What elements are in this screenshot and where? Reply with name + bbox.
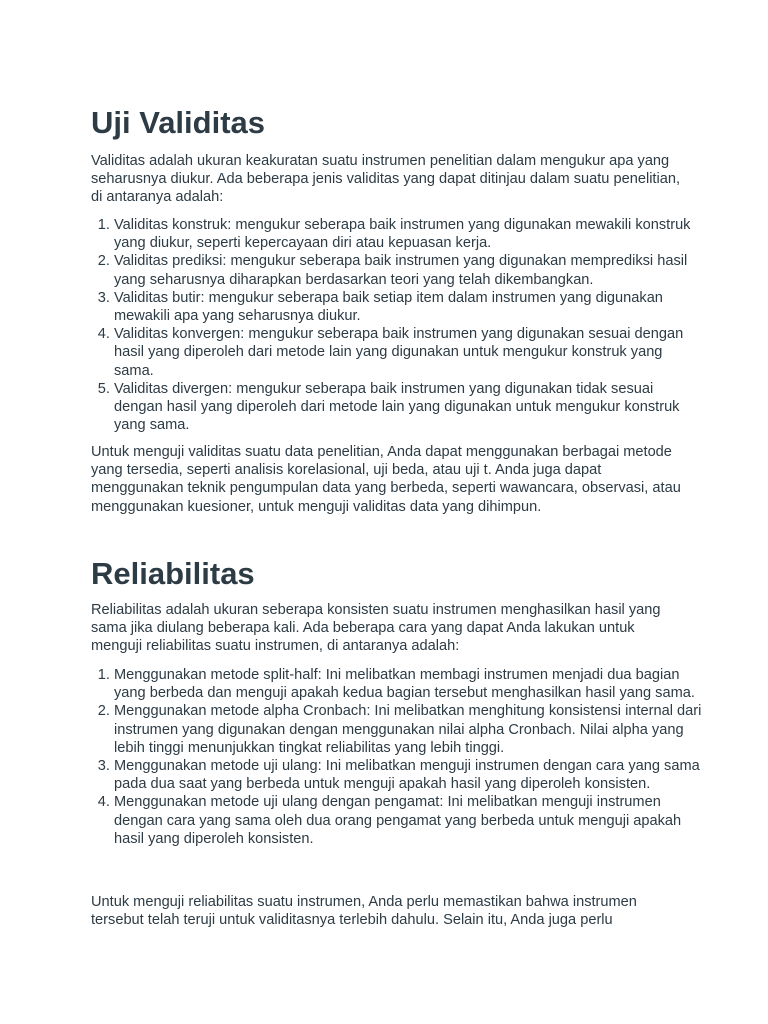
validitas-intro-paragraph: Validitas adalah ukuran keakuratan suatu instrumen penelitian dalam mengukur apa yang seharusnya diukur. Ada beberapa jenis validitas yang dapat ditinjau dalam suatu penelitian, di antaranya adalah:: [91, 153, 681, 206]
list-item: 2. Menggunakan metode alpha Cronbach: Ini melibatkan menghitung konsistensi internal dari instrumen yang digunakan dengan menggunakan nilai alpha Cronbach. Nilai alpha yang lebih tinggi menunjukkan tingkat reliabilitas yang lebih tinggi.: [114, 702, 704, 757]
list-item: 4. Validitas konvergen: mengukur seberapa baik instrumen yang digunakan sesuai dengan hasil yang diperoleh dari metode lain yang digunakan untuk mengukur konstruk yang sama.: [114, 325, 704, 380]
list-item: 2. Validitas prediksi: mengukur seberapa baik instrumen yang digunakan memprediksi hasil yang seharusnya diharapkan berdasarkan teori yang telah dikembangkan.: [114, 252, 704, 288]
section-title-reliabilitas: Reliabilitas: [91, 556, 255, 591]
list-item: 3. Validitas butir: mengukur seberapa baik setiap item dalam instrumen yang digunakan mewakili apa yang seharusnya diukur.: [114, 289, 704, 325]
list-item: 1. Menggunakan metode split-half: Ini melibatkan membagi instrumen menjadi dua bagian yang berbeda dan menguji apakah kedua bagian tersebut menghasilkan hasil yang sama.: [114, 666, 704, 702]
validitas-closing-paragraph: Untuk menguji validitas suatu data penelitian, Anda dapat menggunakan berbagai metode yang tersedia, seperti analisis korelasional, uji beda, atau uji t. Anda juga dapat menggunakan teknik pengumpulan data yang berbeda, seperti wawancara, observasi, atau menggunakan kuesioner, untuk menguji validitas data yang dihimpun.: [91, 444, 681, 515]
validitas-types-list: [91, 216, 704, 434]
list-item: 5. Validitas divergen: mengukur seberapa baik instrumen yang digunakan tidak sesuai dengan hasil yang diperoleh dari metode lain yang digunakan untuk mengukur konstruk yang sama.: [114, 380, 704, 435]
reliabilitas-intro-paragraph: Reliabilitas adalah ukuran seberapa konsisten suatu instrumen menghasilkan hasil yang sama jika diulang beberapa kali. Ada beberapa cara yang dapat Anda lakukan untuk menguji reliabilitas suatu instrumen, di antaranya adalah:: [91, 602, 661, 655]
list-item: 4. Menggunakan metode uji ulang dengan pengamat: Ini melibatkan menguji instrumen dengan cara yang sama oleh dua orang pengamat yang berbeda untuk menguji apakah hasil yang diperoleh konsisten.: [114, 793, 704, 848]
section-title-uji-validitas: Uji Validitas: [91, 105, 266, 140]
list-item: 1. Validitas konstruk: mengukur seberapa baik instrumen yang digunakan mewakili konstruk yang diukur, seperti kepercayaan diri atau kepuasan kerja.: [114, 216, 704, 252]
reliabilitas-closing-paragraph: Untuk menguji reliabilitas suatu instrumen, Anda perlu memastikan bahwa instrumen tersebut telah teruji untuk validitasnya terlebih dahulu. Selain itu, Anda juga perlu: [91, 894, 637, 929]
reliabilitas-methods-list: [91, 666, 704, 848]
list-item: 3. Menggunakan metode uji ulang: Ini melibatkan menguji instrumen dengan cara yang sama pada dua saat yang berbeda untuk menguji apakah hasil yang diperoleh konsisten.: [114, 757, 704, 793]
